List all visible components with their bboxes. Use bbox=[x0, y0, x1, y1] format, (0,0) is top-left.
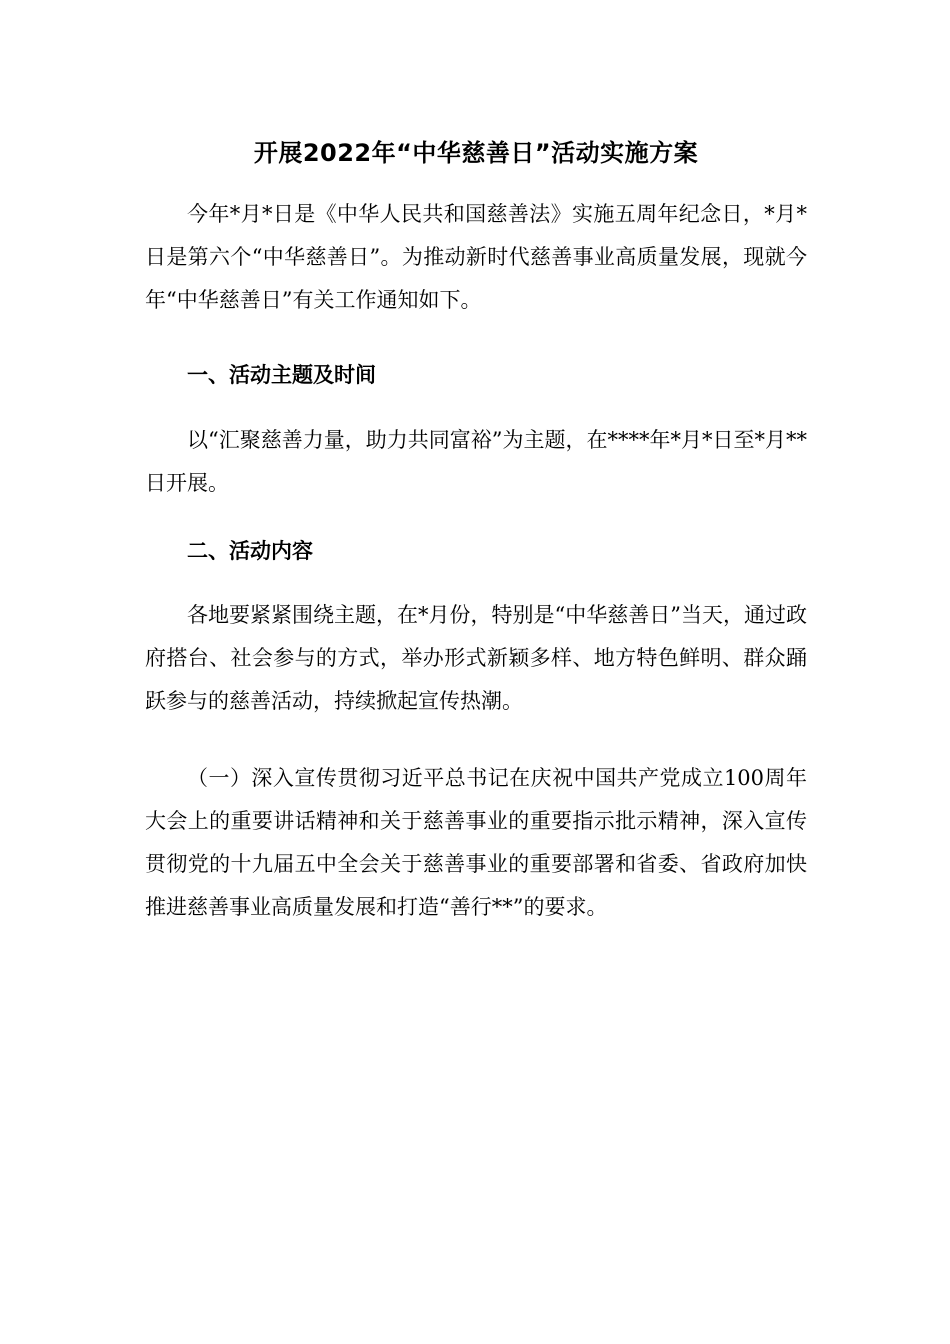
content-item-1-paragraph: （一）深入宣传贯彻习近平总书记在庆祝中国共产党成立100周年大会上的重要讲话精神和关于慈善事业的重要指示批示精神，深入宣传贯彻党的十九届五中全会关于慈善事业的重要部署和省委、省政府加快推进慈善事业高质量发展和打造“善行**”的要求。 bbox=[145, 766, 807, 919]
section-heading-content: 二、活动内容 bbox=[187, 539, 313, 563]
intro-paragraph: 今年*月*日是《中华人民共和国慈善法》实施五周年纪念日，*月*日是第六个“中华慈善日”。为推动新时代慈善事业高质量发展，现就今年“中华慈善日”有关工作通知如下。 bbox=[145, 202, 807, 312]
document-title: 开展2022年“中华慈善日”活动实施方案 bbox=[253, 139, 699, 167]
theme-time-paragraph: 以“汇聚慈善力量，助力共同富裕”为主题，在****年*月*日至*月**日开展。 bbox=[145, 428, 807, 495]
content-paragraph: 各地要紧紧围绕主题，在*月份，特别是“中华慈善日”当天，通过政府搭台、社会参与的方式，举办形式新颖多样、地方特色鲜明、群众踊跃参与的慈善活动，持续掀起宣传热潮。 bbox=[145, 603, 807, 713]
section-heading-theme-time: 一、活动主题及时间 bbox=[187, 363, 376, 387]
